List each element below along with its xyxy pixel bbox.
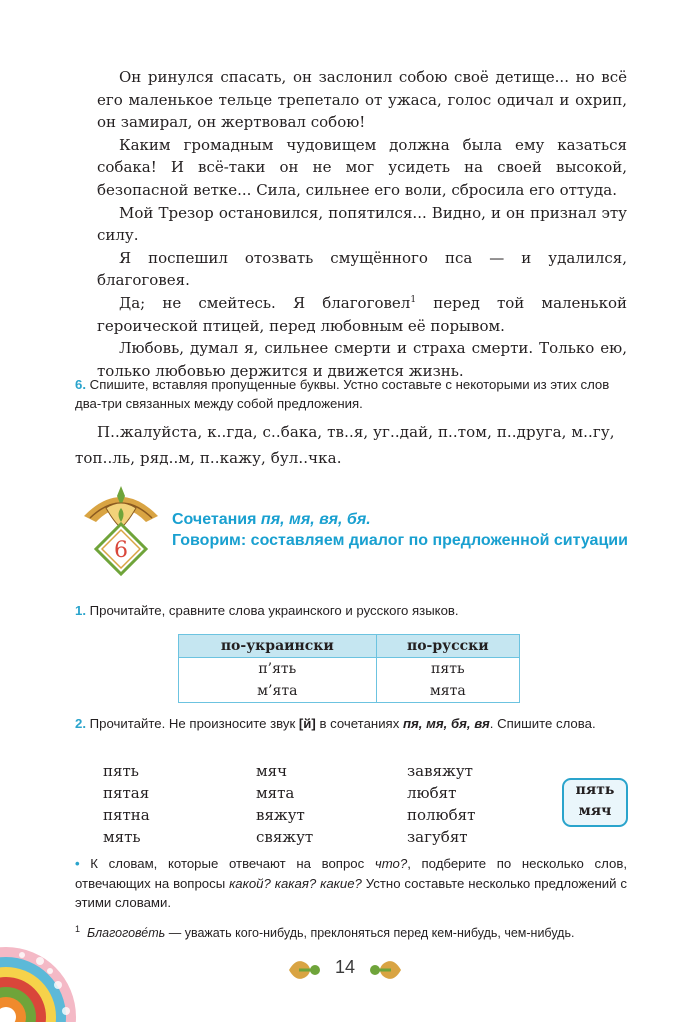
story-paragraph: Любовь, думал я, сильнее смерти и страха смерти. Только ею, только любовью держится и движется жизнь.: [97, 339, 627, 380]
story-paragraph: Каким громадным чудовищем должна была ему казаться собака! И всё-таки он не мог усидеть на своей высокой, безопасной ветке... Сила, сильнее его воли, сбросила его оттуда.: [97, 135, 627, 199]
exercise-1-task: [75, 603, 459, 618]
table-header: по-русски: [376, 635, 519, 658]
table-row: [179, 658, 520, 681]
highlight-words-box: [562, 778, 628, 827]
exercise-number: 2.: [75, 716, 86, 731]
exercise-number: 6.: [75, 377, 86, 392]
table-cell: м’ята: [179, 680, 377, 703]
list-item: пятая: [103, 784, 150, 802]
word-column: [256, 760, 313, 848]
story-text: [97, 66, 627, 382]
question-word: что?: [374, 856, 408, 871]
bullet-icon: •: [75, 856, 80, 871]
section-subtitle: Говорим: составляем диалог по предложенной ситуации: [172, 532, 628, 549]
exercise-text: в сочетаниях: [315, 716, 403, 731]
word-column: [103, 760, 150, 848]
bullet-task: [75, 854, 627, 913]
section-title: [172, 509, 632, 551]
story-paragraph: [97, 292, 627, 337]
story-text-part: Да; не смейтесь. Я благоговел: [119, 293, 411, 312]
section-ornament-icon: [76, 478, 166, 590]
footnote-ref: 1: [410, 294, 417, 305]
list-item: мять: [103, 828, 141, 846]
list-item: мята: [256, 784, 295, 802]
exercise-text: Прочитайте, сравните слова украинского и русского языков.: [86, 603, 459, 618]
page-number: 14: [335, 957, 356, 977]
exercise-text: Спишите, вставляя пропущенные буквы. Устно составьте с некоторыми из этих слов два-три связанных между собой предложения.: [75, 377, 610, 411]
list-item: пять: [103, 762, 139, 780]
footnote-term: Благогове́ть: [86, 926, 166, 940]
task-text: Устно составьте несколько предложений с этими словами.: [75, 875, 627, 910]
list-item: любят: [407, 784, 457, 802]
footnote: [75, 925, 635, 941]
task-text: К словам, которые отвечают на вопрос: [79, 856, 375, 871]
exercise-number: 1.: [75, 603, 86, 618]
footnote-text: — уважать кого-нибудь, преклоняться перед кем-нибудь, чем-нибудь.: [165, 926, 575, 940]
exercise-2-task: [75, 714, 627, 734]
corner-mandala-icon: [0, 905, 82, 1022]
list-item: завяжут: [407, 762, 473, 780]
combos: пя, мя, бя, вя: [402, 716, 490, 731]
exercise-text: . Спишите слова.: [489, 716, 596, 731]
footnote-mark: 1: [75, 923, 81, 934]
task-text: , подберите по несколько слов, отвечающих на вопросы: [75, 856, 627, 891]
list-item: полюбят: [407, 806, 476, 824]
list-item: свяжут: [256, 828, 314, 846]
table-cell: пять: [431, 661, 465, 677]
story-text-part: перед той маленькой героической птицей, перед любовным её порывом.: [97, 293, 628, 335]
section-title-prefix: Сочетания: [172, 511, 261, 528]
story-paragraph: Мой Трезор остановился, попятился... Видно, и он признал эту силу.: [97, 203, 627, 245]
list-item: вяжут: [256, 806, 305, 824]
list-item: загубят: [407, 828, 468, 846]
list-item: мяч: [256, 762, 288, 780]
section-title-combos: пя, мя, вя, бя.: [260, 511, 371, 528]
word-column: [407, 760, 475, 848]
language-comparison-table: [178, 634, 520, 703]
table-cell: мята: [429, 683, 466, 699]
sound-mark: [й]: [298, 716, 316, 731]
table-row: [179, 680, 520, 703]
list-item: пятна: [103, 806, 150, 824]
story-paragraph: Он ринулся спасать, он заслонил собою своё детище... но всё его маленькое тельце трепетало от ужаса, голос одичал и охрип, он замирал, он жертвовал собою!: [97, 68, 627, 132]
exercise-text: Прочитайте. Не произносите звук: [86, 716, 299, 731]
highlight-word: пять: [575, 782, 615, 798]
table-cell: п’ять: [179, 658, 377, 681]
table-header: по-украински: [179, 635, 377, 658]
highlight-word: мяч: [578, 803, 612, 819]
story-paragraph: Я поспешил отозвать смущённого пса — и удалился, благоговея.: [97, 248, 627, 290]
exercise-6-words: П..жалуйста, к..гда, с..бака, тв..я, уг..дай, п..том, п..друга, м..гу, топ..ль, ряд..м, п..кажу, бул..чка.: [75, 423, 615, 467]
exercise-6-task: [75, 375, 627, 413]
table-header-row: [179, 635, 520, 658]
question-word: какой? какая? какие?: [229, 875, 362, 891]
section-number: 6: [114, 538, 128, 563]
